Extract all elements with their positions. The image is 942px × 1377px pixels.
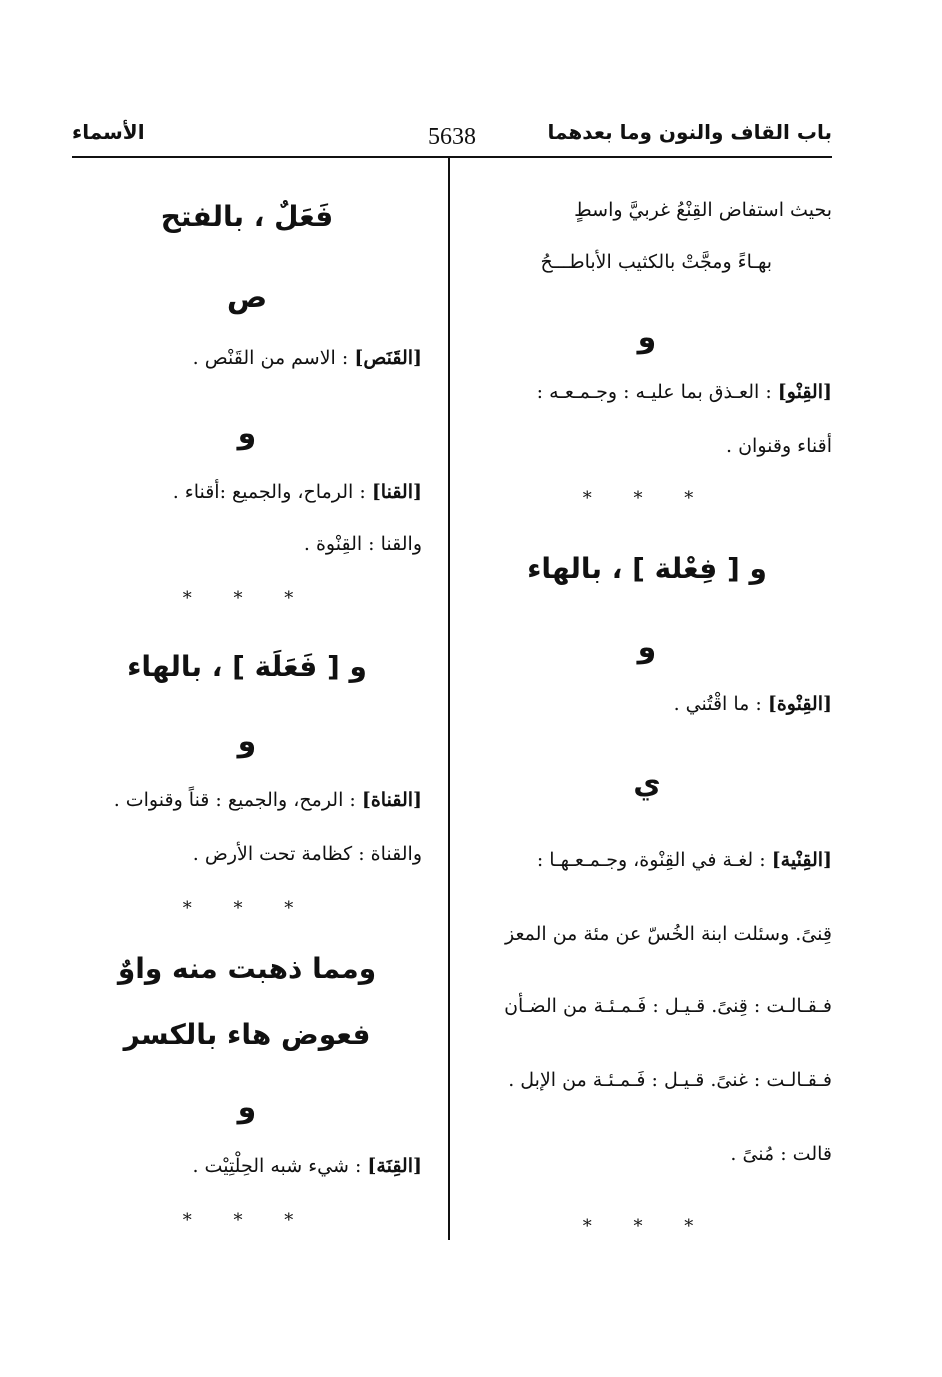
entry-lemma: [القناة] [361,789,422,811]
right-column [462,0,832,1377]
section-heading: ومما ذهبت منه واوٌ [117,952,377,985]
entry-qinah [72,1152,422,1180]
column-divider [448,158,450,1240]
letter-waw: و [237,724,257,759]
entry-qinya [462,846,832,874]
separator-stars: * * * [182,898,312,919]
entry-lemma: [القِنْو] [777,381,832,403]
entry-qinya-line5: قالت : مُنىً . [730,1143,832,1165]
entry-lemma: [القِنْوة] [767,693,832,715]
letter-sad: ص [226,280,268,315]
entry-qanas [72,344,422,372]
page-number: 5638 [428,124,476,150]
letter-waw: و [237,416,257,451]
section-title: الأسماء [72,120,145,144]
verse-line-1: بحيث استفاض القِنْعُ غربيَّ واسطٍ [574,199,832,221]
entry-qinya-line4: فـقـالـت : غنىً. قـيـل : فَـمـئـة من الإبل . [508,1069,832,1091]
entry-lemma: [القنا] [371,481,422,503]
left-column [72,0,422,1377]
verse-line-2: بهـاءً ومجَّتْ بالكثيب الأباطـــحُ [540,251,772,273]
separator-stars: * * * [582,488,712,509]
entry-lemma: [القَنَص] [354,347,422,369]
letter-waw: و [237,1090,257,1125]
entry-qinya-line3: فـقـالـت : قِنىً. قـيـل : فَـمـئـة من الضـأن [504,995,832,1017]
entry-lemma: [القِنَة] [367,1155,422,1177]
letter-ya: ي [633,766,661,801]
entry-qinw-cont: أقناء وقنوان . [726,435,832,457]
separator-stars: * * * [182,588,312,609]
entry-definition: : ما اقْتُني . [673,693,762,715]
letter-waw: و [637,320,657,355]
entry-definition: : لغـة في القِنْوة، وجـمـعـهـا : [536,849,766,871]
section-heading: فَعَلٌ ، بالفتح [160,200,334,233]
entry-qana-line2: والقنا : القِنْوة . [303,533,422,555]
chapter-title: باب القاف والنون وما بعدهما [547,120,832,144]
entry-qinw [462,378,832,406]
entry-definition: : شيء شبه الحِلْتِيْت . [192,1155,362,1177]
section-heading: و [ فِعْلة ] ، بالهاء [527,552,767,585]
section-heading: و [ فَعَلَة ] ، بالهاء [127,650,367,683]
entry-qanah-line2: والقناة : كظامة تحت الأرض . [192,843,422,865]
entry-qinwa [462,690,832,718]
entry-definition: : الرماح، والجميع :أقناء . [172,481,366,503]
entry-qinya-line2: قِنىً. وسئلت ابنة الخُسّ عن مئة من المعز [504,923,832,945]
separator-stars: * * * [582,1216,712,1237]
entry-qanah [72,786,422,814]
entry-definition: : الاسم من القَنْص . [192,347,349,369]
separator-stars: * * * [182,1210,312,1231]
section-heading: فعوض هاء بالكسر [123,1018,371,1051]
entry-qana [72,478,422,506]
entry-definition: : العـذق بما عليـه : وجـمـعـه : [536,381,772,403]
letter-waw: و [637,630,657,665]
entry-definition: : الرمح، والجميع : قناً وقنوات . [113,789,356,811]
entry-lemma: [القِنْية] [771,849,832,871]
